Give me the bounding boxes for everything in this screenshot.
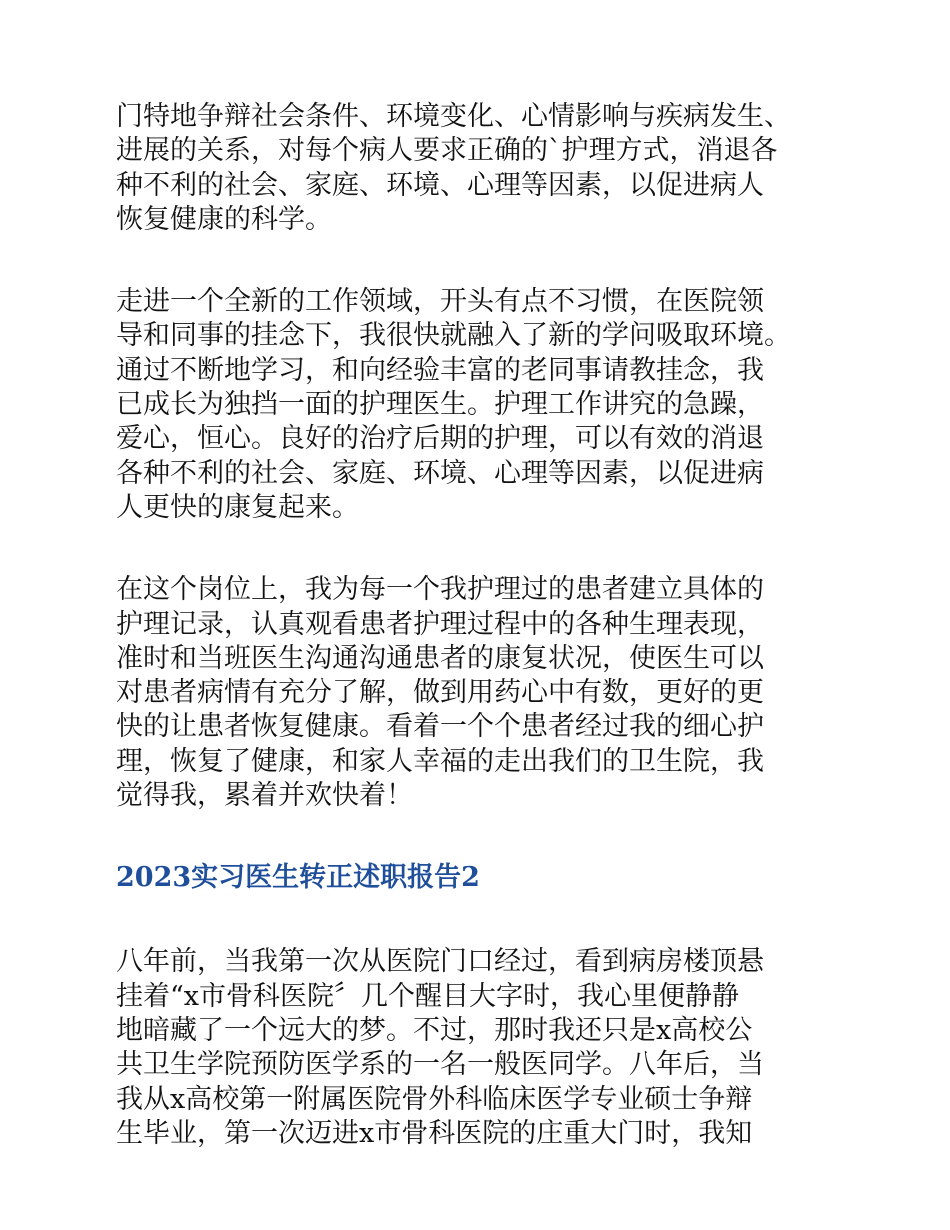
text-line: 理，恢复了健康，和家人幸福的走出我们的卫生院，我 (116, 745, 764, 777)
text-line: 门特地争辩社会条件、环境变化、心情影响与疾病发生、 (116, 101, 791, 132)
text-line: 恢复健康的科学。 (116, 203, 332, 235)
text-line: 对患者病情有充分了解，做到用药心中有数，更好的更 (116, 677, 764, 709)
text-line: 各种不利的社会、家庭、环境、心理等因素，以促进病 (116, 457, 764, 489)
text-line: 我从x高校第一附属医院骨外科临床医学专业硕士争辩 (116, 1083, 753, 1115)
heading-spacer (116, 813, 846, 861)
heading-spacer (116, 895, 846, 945)
text-line: 种不利的社会、家庭、环境、心理等因素，以促进病人 (116, 169, 764, 201)
paragraph-2 (116, 285, 846, 525)
paragraph-spacer (116, 237, 846, 285)
paragraph-3 (116, 573, 846, 813)
text-line: 生毕业，第一次迈进x市骨科医院的庄重大门时，我知 (116, 1117, 753, 1149)
paragraph-spacer (116, 525, 846, 573)
text-line: 护理记录，认真观看患者护理过程中的各种生理表现， (116, 608, 764, 640)
text-line: 觉得我，累着并欢快着！ (116, 780, 413, 812)
document-body (116, 100, 846, 1151)
text-line: 准时和当班医生沟通沟通患者的康复状况，使医生可以 (116, 642, 764, 674)
text-line: 挂着“x市骨科医院〞几个醒目大字时，我心里便静静 (116, 980, 740, 1012)
text-line: 地暗藏了一个远大的梦。不过，那时我还只是x高校公 (116, 1014, 753, 1046)
text-line: 导和同事的挂念下，我很快就融入了新的学问吸取环境。 (116, 320, 791, 352)
text-line: 八年前，当我第一次从医院门口经过，看到病房楼顶悬 (116, 946, 764, 978)
text-line: 爱心，恒心。良好的治疗后期的护理，可以有效的消退 (116, 423, 764, 455)
text-line: 进展的关系，对每个病人要求正确的`护理方式，消退各 (116, 135, 778, 167)
section-heading: 2023实习医生转正述职报告2 (116, 862, 480, 894)
text-line: 已成长为独挡一面的护理医生。护理工作讲究的急躁， (116, 389, 764, 421)
text-line: 人更快的康复起来。 (116, 491, 359, 523)
paragraph-1 (116, 100, 846, 237)
text-line: 共卫生学院预防医学系的一名一般医同学。八年后，当 (116, 1049, 764, 1081)
paragraph-4 (116, 945, 846, 1151)
text-line: 走进一个全新的工作领域，开头有点不习惯，在医院领 (116, 286, 764, 318)
text-line: 快的让患者恢复健康。看着一个个患者经过我的细心护 (116, 711, 764, 743)
text-line: 在这个岗位上，我为每一个我护理过的患者建立具体的 (116, 574, 764, 606)
text-line: 通过不断地学习，和向经验丰富的老同事请教挂念，我 (116, 354, 764, 386)
